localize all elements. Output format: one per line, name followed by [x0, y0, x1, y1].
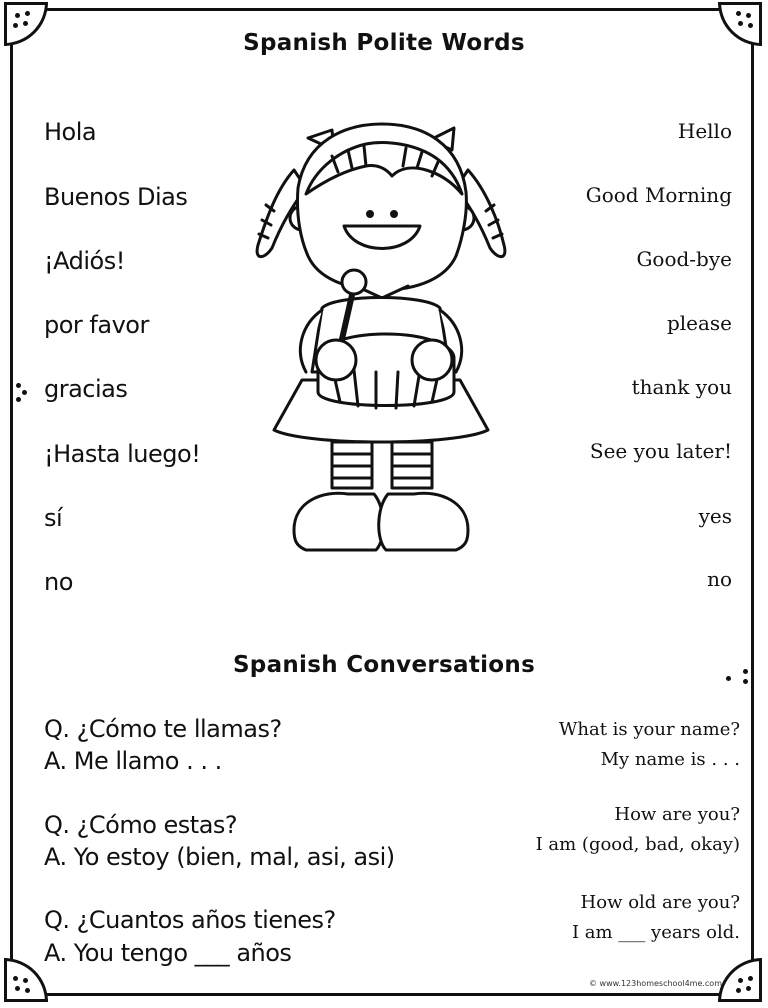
word-en-no: no: [707, 567, 732, 591]
word-es-no: no: [44, 568, 73, 596]
word-en-thank-you: thank you: [631, 375, 732, 399]
conversation-answer: A. You tengo ___ años: [44, 939, 292, 967]
conversation-answer: A. Me llamo . . .: [44, 747, 222, 775]
word-en-see-you-later: See you later!: [589, 439, 732, 463]
decorative-dot: [743, 679, 748, 684]
word-en-good-bye: Good-bye: [636, 247, 732, 271]
page-title: Spanish Polite Words: [243, 30, 525, 56]
word-en-hello: Hello: [677, 119, 732, 143]
girl-with-drum-icon: [236, 110, 526, 560]
conversation-answer: A. Yo estoy (bien, mal, asi, asi): [44, 843, 395, 871]
conversation-answer-en: My name is . . .: [600, 749, 740, 770]
conversation-question: Q. ¿Cómo te llamas?: [44, 715, 282, 743]
word-en-yes: yes: [698, 504, 732, 528]
word-es-si: sí: [44, 504, 63, 532]
conversation-question: Q. ¿Cómo estas?: [44, 811, 238, 839]
conversation-question-en: How old are you?: [580, 892, 740, 913]
word-es-por-favor: por favor: [44, 311, 149, 339]
conversation-answer-en: I am ___ years old.: [571, 922, 740, 943]
decorative-dot: [22, 390, 27, 395]
word-en-good-morning: Good Morning: [585, 183, 732, 207]
word-es-hasta-luego: ¡Hasta luego!: [44, 440, 201, 468]
conversation-question-en: How are you?: [614, 804, 740, 825]
decorative-dot: [16, 397, 21, 402]
copyright-notice: © www.123homeschool4me.com: [588, 979, 722, 988]
word-es-adios: ¡Adiós!: [44, 247, 125, 275]
word-es-gracias: gracias: [44, 375, 128, 403]
decorative-dot: [16, 383, 21, 388]
word-en-please: please: [666, 311, 732, 335]
conversation-question: Q. ¿Cuantos años tienes?: [44, 906, 336, 934]
section-title-conversations: Spanish Conversations: [232, 652, 536, 678]
word-es-hola: Hola: [44, 118, 97, 146]
conversation-answer-en: I am (good, bad, okay): [535, 834, 740, 855]
word-es-buenos-dias: Buenos Dias: [44, 183, 188, 211]
conversation-question-en: What is your name?: [558, 719, 740, 740]
